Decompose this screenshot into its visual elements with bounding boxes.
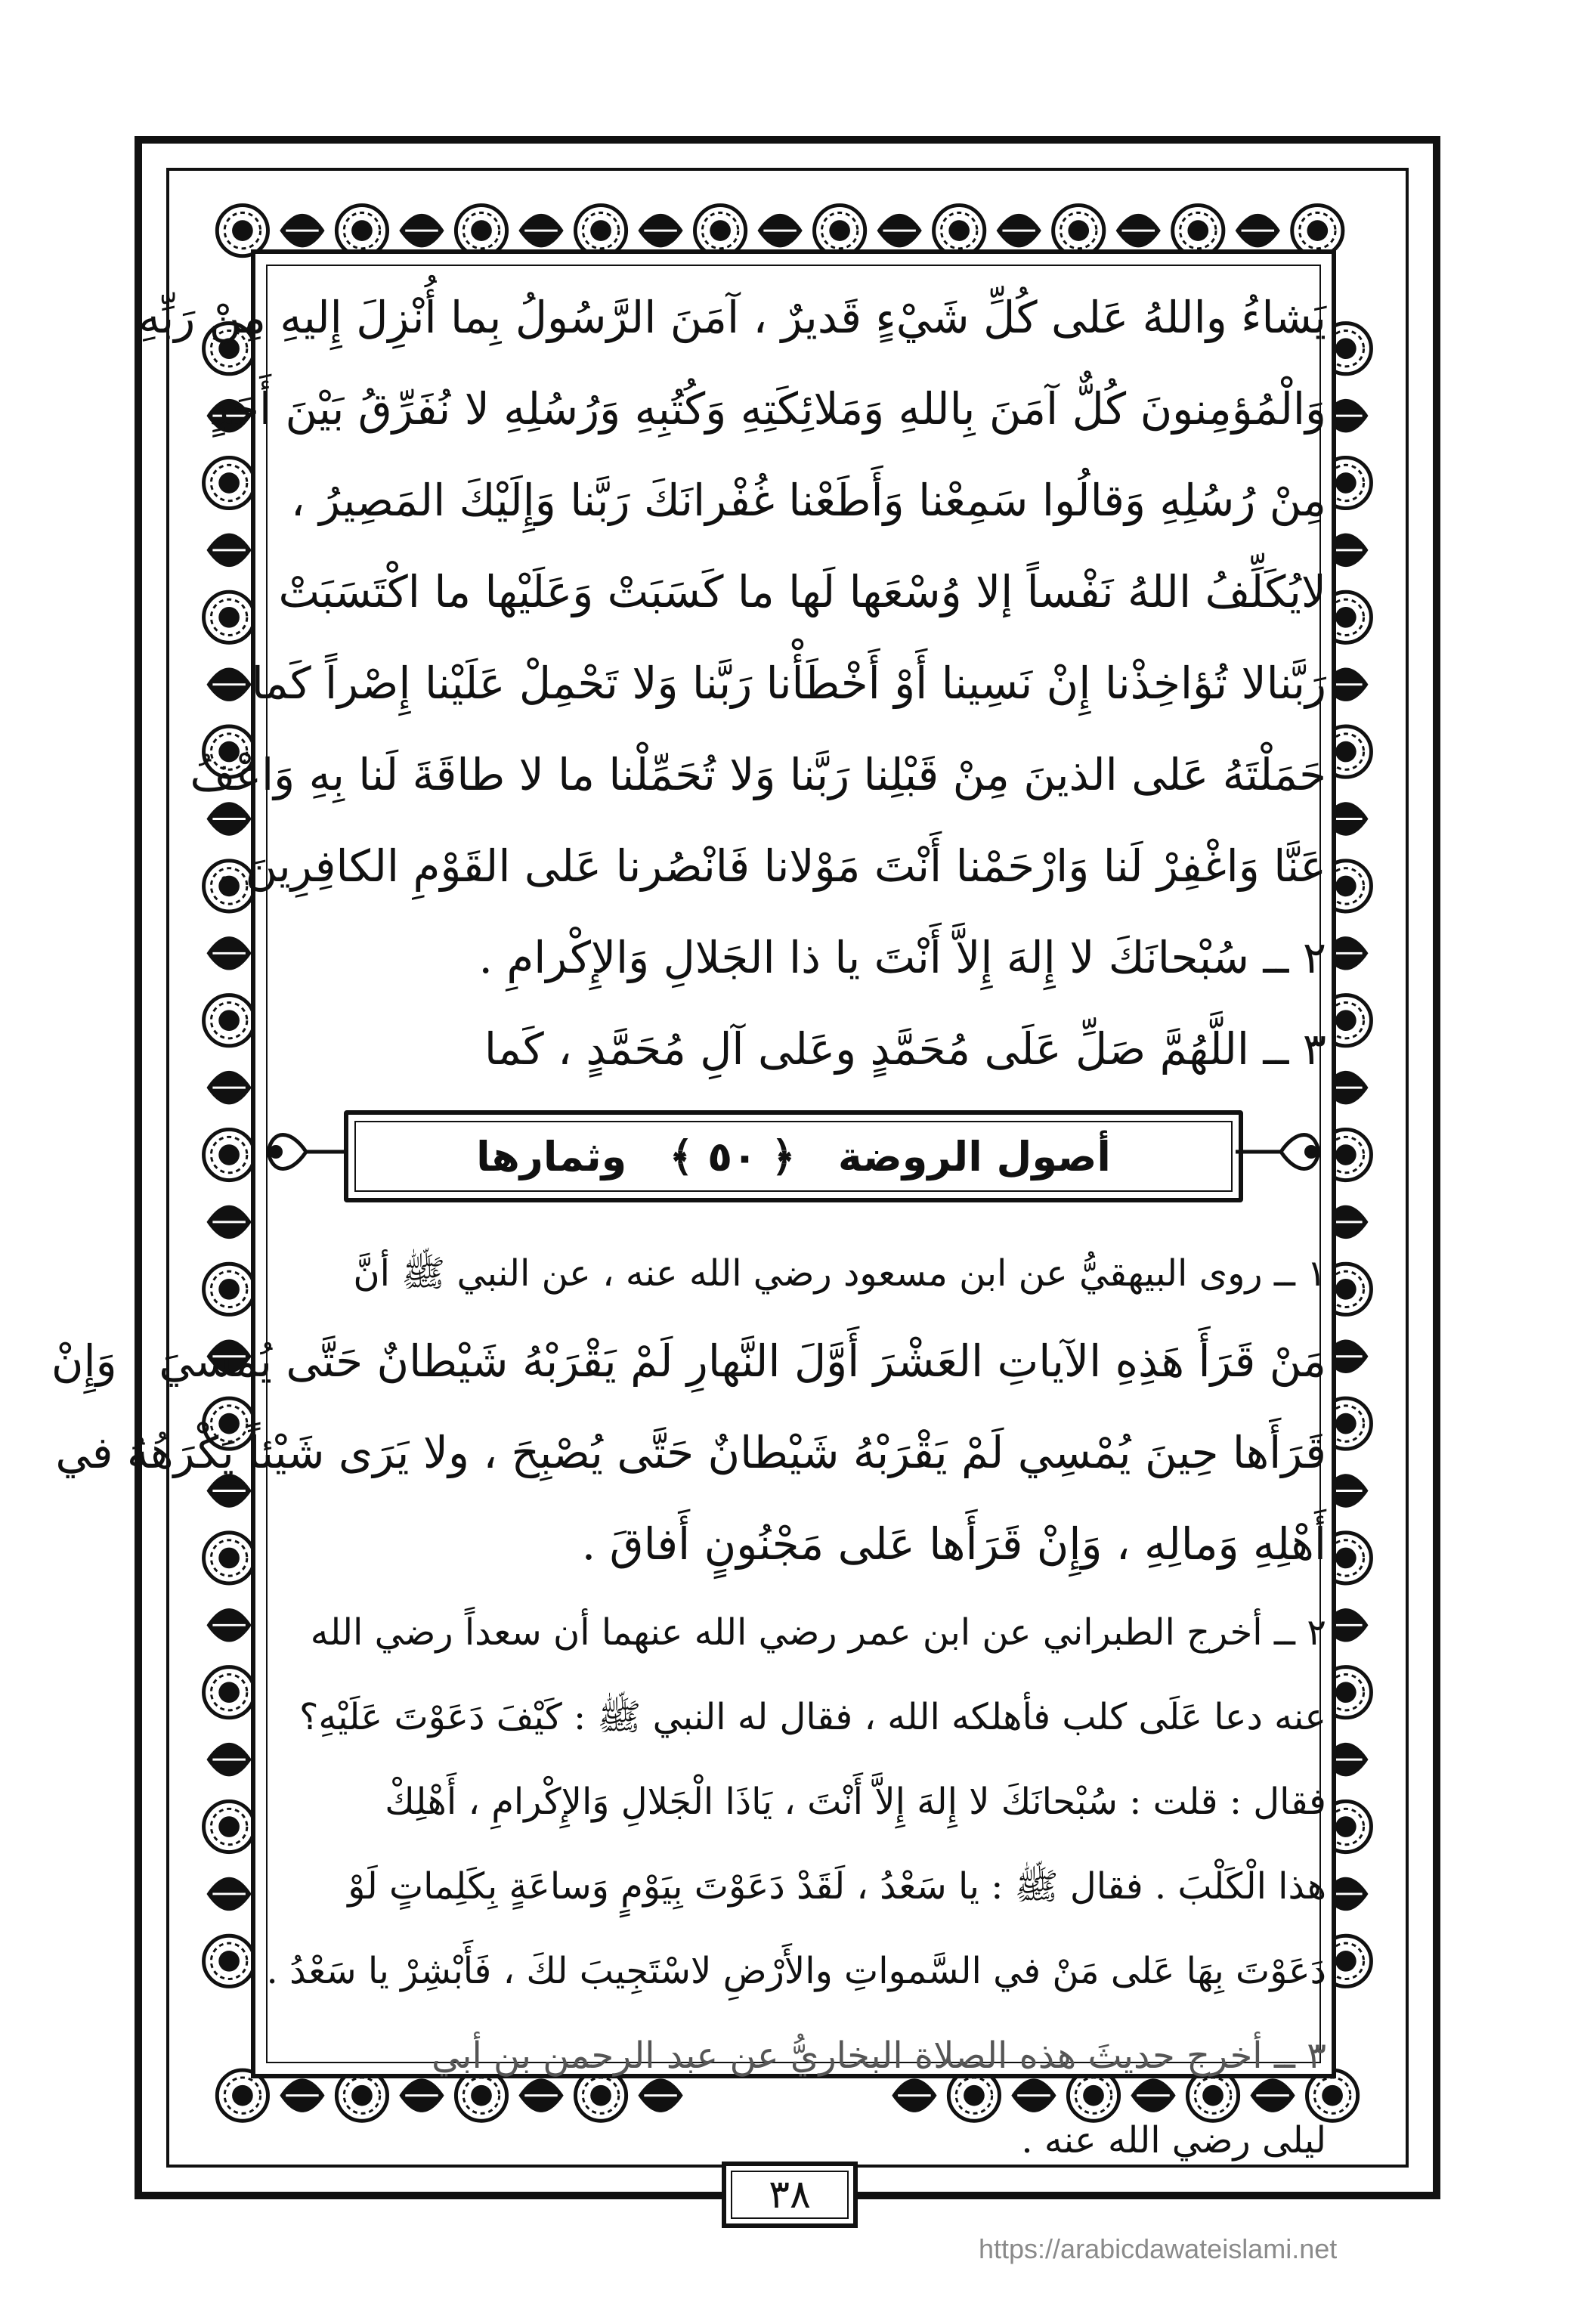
text-line: ٢ ــ أخرج الطبراني عن ابن عمر رضي الله عنهما أن سعداً رضي الله: [310, 1611, 1326, 1654]
heading-subtitle: وثمارها: [476, 1132, 627, 1181]
heading-title: أصول الروضة: [837, 1132, 1111, 1181]
text-line: ٢ ــ سُبْحانَكَ لا إِلهَ إِلاَّ أَنْتَ يا ذا الجَلالِ وَالإِكْرامِ .: [478, 932, 1326, 983]
text-line: مِنْ رُسُلِهِ وَقالُوا سَمِعْنا وَأَطَعْنا غُفْرانَكَ رَبَّنا وَإِلَيْكَ المَصِيرُ ،: [290, 475, 1326, 526]
text-line: أَهْلِهِ وَمالِهِ ، وَإِنْ قَرَأَها عَلى مَجْنُونٍ أَفاقَ .: [581, 1518, 1326, 1570]
text-line: ليلى رضي الله عنه .: [1021, 2119, 1326, 2162]
text-line: وَالْمُؤمِنونَ كُلٌّ آمَنَ بِاللهِ وَمَلائِكَتِهِ وَكُتُبِهِ وَرُسُلِهِ لا نُفَرِّقُ بَيْنَ أَحَدٍ: [209, 383, 1326, 435]
page-body: [51, 272, 1326, 2183]
text-line: هذا الْكَلْبَ . فقال ﷺ : يا سَعْدُ ، لَقَدْ دَعَوْتَ بِيَوْمٍ وَساعَةٍ بِكَلِماتٍ لَوْ: [348, 1865, 1326, 1908]
watermark-url: https://arabicdawateislami.net: [979, 2233, 1338, 2264]
page-number-text: ٣٨: [769, 2172, 811, 2217]
text-line: لايُكَلِّفُ اللهُ نَفْساً إلا وُسْعَها لَها ما كَسَبَتْ وَعَلَيْها ما اكْتَسَبَتْ: [278, 566, 1326, 617]
text-line: حَمَلْتَهُ عَلى الذينَ مِنْ قَبْلِنا رَبَّنا وَلا تُحَمِّلْنا ما لا طاقَةَ لَنا بِهِ وَاعْفُ: [190, 749, 1326, 800]
text-line: ٣ ــ اللَّهُمَّ صَلِّ عَلَى مُحَمَّدٍ وعَلى آلِ مُحَمَّدٍ ، كَما: [484, 1023, 1326, 1075]
text-line: عنه دعا عَلَى كلب فأهلكه الله ، فقال له النبي ﷺ : كَيْفَ دَعَوْتَ عَلَيْهِ؟: [299, 1696, 1326, 1738]
heading-number: ﴿ ٥٠ ﴾: [669, 1132, 796, 1181]
text-line: ٣ ــ أخرج حديثَ هذه الصلاة البخاريُّ عن عبد الرحمن بن أبي: [432, 2035, 1326, 2077]
text-line: دَعَوْتَ بِهَا عَلى مَنْ في السَّمواتِ والأَرْضِ لاسْتَجِيبَ لكَ ، فَأَبْشِرْ يا سَعْدُ .: [266, 1950, 1326, 1992]
section-heading: [261, 1095, 1326, 1208]
text-line: قَرَأَها حِينَ يُمْسِي لَمْ يَقْرَبْهُ شَيْطانٌ حَتَّى يُصْبِحَ ، ولا يَرَى شَيْئاً يَكْرَهُهُ في: [55, 1427, 1326, 1478]
flourish-icon: [1236, 1118, 1326, 1186]
flourish-icon: [261, 1118, 351, 1186]
text-line: فقال : قلت : سُبْحانَكَ لا إِلهَ إِلاَّ أَنْتَ ، يَاذَا الْجَلالِ وَالإِكْرامِ ، أَهْلِكْ: [385, 1781, 1326, 1823]
heading-banner: [344, 1110, 1243, 1202]
text-line: رَبَّنالا تُؤاخِذْنا إِنْ نَسِينا أَوْ أَخْطَأْنا رَبَّنا وَلا تَحْمِلْ عَلَيْنا إِصْراً كَما: [251, 658, 1326, 709]
text-line: يَشاءُ واللهُ عَلى كُلِّ شَيْءٍ قَديرٌ ، آمَنَ الرَّسُولُ بِما أُنْزِلَ إِليهِ مِنْ رَبِّهِ: [138, 292, 1326, 343]
page-number: [722, 2162, 858, 2228]
text-line: ١ ــ روى البيهقيُّ عن ابن مسعود رضي الله عنه ، عن النبي ﷺ أنَّ: [353, 1252, 1326, 1295]
text-line: مَنْ قَرَأَ هَذِهِ الآياتِ العَشْرَ أَوَّلَ النَّهارِ لَمْ يَقْرَبْهُ شَيْطانٌ حَتَّى يُمسيَ ، وَإِنْ: [51, 1335, 1326, 1387]
text-line: عَنَّا وَاغْفِرْ لَنا وَارْحَمْنا أَنْتَ مَوْلانا فَانْصُرنا عَلى القَوْمِ الكافِرِينَ .: [217, 840, 1326, 892]
